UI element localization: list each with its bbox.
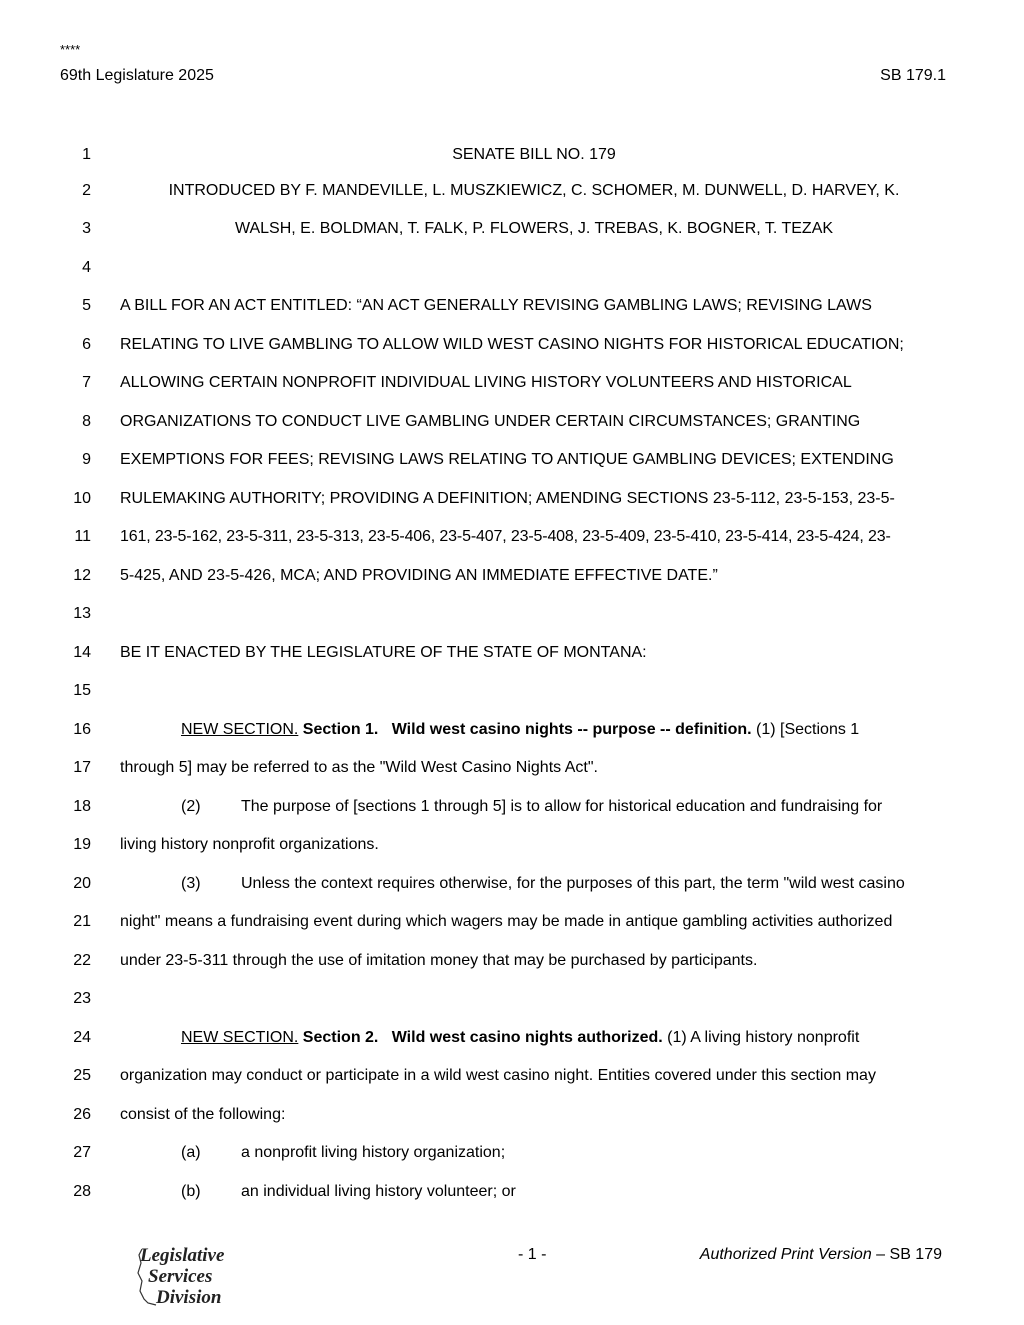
line-number: 12 (73, 567, 91, 584)
line-number: 3 (82, 220, 91, 237)
line-number: 22 (73, 952, 91, 969)
line-number: 7 (82, 374, 91, 391)
line-number: 24 (73, 1029, 91, 1046)
bill-title: SENATE BILL NO. 179 (452, 146, 616, 163)
body-line: consist of the following: (120, 1106, 286, 1123)
body-line: through 5] may be referred to as the "Wild West Casino Nights Act". (120, 759, 598, 776)
header-legislature: 69th Legislature 2025 (60, 67, 214, 84)
sponsors-line-1: INTRODUCED BY F. MANDEVILLE, L. MUSZKIEWICZ, C. SCHOMER, M. DUNWELL, D. HARVEY, K. (168, 182, 900, 199)
line-number: 21 (73, 913, 91, 930)
line-number: 28 (73, 1183, 91, 1200)
print-version-bill: – SB 179 (876, 1246, 942, 1263)
line-number: 19 (73, 836, 91, 853)
line-number: 25 (73, 1067, 91, 1084)
print-version (700, 1246, 942, 1264)
line-number: 11 (74, 528, 91, 545)
line-number: 14 (73, 644, 91, 661)
act-title-line: 161, 23-5-162, 23-5-311, 23-5-313, 23-5-406, 23-5-407, 23-5-408, 23-5-409, 23-5-410, 23-5-414, 23-5-424, 23- (120, 528, 891, 545)
act-title-line: ORGANIZATIONS TO CONDUCT LIVE GAMBLING UNDER CERTAIN CIRCUMSTANCES; GRANTING (120, 413, 861, 430)
enacting-clause: BE IT ENACTED BY THE LEGISLATURE OF THE STATE OF MONTANA: (120, 644, 647, 661)
section-heading: Wild west casino nights authorized. (391, 1029, 663, 1046)
act-title-line: RULEMAKING AUTHORITY; PROVIDING A DEFINITION; AMENDING SECTIONS 23-5-112, 23-5-153, 23-5- (120, 490, 895, 507)
line-number: 17 (73, 759, 91, 776)
montana-outline-icon (136, 1245, 166, 1317)
line-number: 13 (73, 605, 91, 622)
line-number: 16 (73, 721, 91, 738)
section-text: (1) [Sections 1 (756, 721, 860, 738)
line-number: 5 (82, 297, 91, 314)
line-number: 6 (82, 336, 91, 353)
act-title-line: ALLOWING CERTAIN NONPROFIT INDIVIDUAL LIVING HISTORY VOLUNTEERS AND HISTORICAL (120, 374, 852, 391)
line-number: 26 (73, 1106, 91, 1123)
act-title-line: RELATING TO LIVE GAMBLING TO ALLOW WILD WEST CASINO NIGHTS FOR HISTORICAL EDUCATION; (120, 336, 904, 353)
subsection-label: (3) (181, 875, 201, 892)
body-line: living history nonprofit organizations. (120, 836, 379, 853)
line-number: 20 (73, 875, 91, 892)
section-text: (1) A living history nonprofit (667, 1029, 860, 1046)
section-heading: Wild west casino nights -- purpose -- definition. (391, 721, 752, 738)
body-line: night" means a fundraising event during which wagers may be made in antique gambling activities authorized (120, 913, 893, 930)
line-number: 10 (73, 490, 91, 507)
header-bill-id: SB 179.1 (880, 67, 946, 84)
legislative-services-logo (140, 1245, 250, 1315)
section-number: Section 1. (302, 721, 379, 738)
subsection-text: Unless the context requires otherwise, for the purposes of this part, the term "wild west casino (241, 875, 905, 892)
line-number: 4 (82, 259, 91, 276)
line-number: 27 (73, 1144, 91, 1161)
act-title-line: 5-425, AND 23-5-426, MCA; AND PROVIDING AN IMMEDIATE EFFECTIVE DATE.” (120, 567, 718, 584)
section-2-heading-line (181, 1029, 859, 1047)
subsection-text: an individual living history volunteer; or (241, 1183, 516, 1200)
print-version-label: Authorized Print Version (699, 1246, 872, 1263)
subsection-text: a nonprofit living history organization; (241, 1144, 506, 1161)
logo-line-3: Division (156, 1287, 222, 1308)
line-number: 15 (73, 682, 91, 699)
logo-line-2: Services (148, 1266, 213, 1287)
line-number: 9 (82, 451, 91, 468)
section-number: Section 2. (302, 1029, 379, 1046)
sponsors-line-2: WALSH, E. BOLDMAN, T. FALK, P. FLOWERS, J. TREBAS, K. BOGNER, T. TEZAK (234, 220, 834, 237)
body-line: organization may conduct or participate in a wild west casino night. Entities covered under this section may (120, 1067, 876, 1084)
new-section-label: NEW SECTION. (181, 721, 299, 738)
line-number: 8 (82, 413, 91, 430)
line-number: 18 (73, 798, 91, 815)
subsection-label: (2) (181, 798, 201, 815)
subsection-label: (a) (181, 1144, 201, 1161)
new-section-label: NEW SECTION. (181, 1029, 299, 1046)
body-line: under 23-5-311 through the use of imitation money that may be purchased by participants. (120, 952, 758, 969)
act-title-line: A BILL FOR AN ACT ENTITLED: “AN ACT GENERALLY REVISING GAMBLING LAWS; REVISING LAWS (120, 297, 872, 314)
line-number: 23 (73, 990, 91, 1007)
section-1-heading-line (181, 721, 859, 739)
subsection-label: (b) (181, 1183, 201, 1200)
line-number: 2 (82, 182, 91, 199)
logo-line-1: Legislative (140, 1245, 225, 1266)
act-title-line: EXEMPTIONS FOR FEES; REVISING LAWS RELATING TO ANTIQUE GAMBLING DEVICES; EXTENDING (120, 451, 894, 468)
line-number: 1 (82, 146, 91, 163)
header-marker: **** (60, 42, 81, 57)
page-number: - 1 - (518, 1246, 547, 1263)
subsection-text: The purpose of [sections 1 through 5] is to allow for historical education and fundraising for (241, 798, 883, 815)
